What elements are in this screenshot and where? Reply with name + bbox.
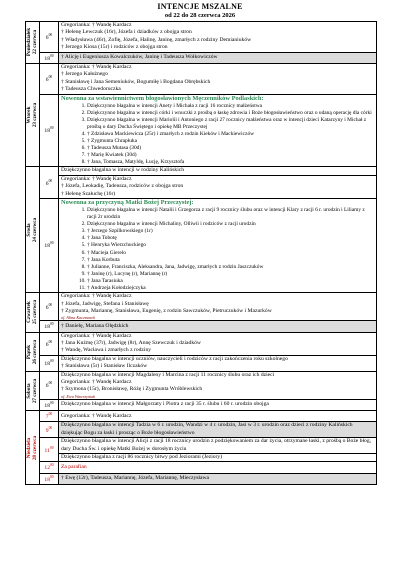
time-cell: $9^{00}$: [40, 422, 59, 438]
intentions-cell: [59, 63, 377, 94]
day-cell-saturday: [26, 371, 40, 410]
list-item: 2. Dziękczynno błagalna w intencji córki i wnuczki z prośbą o łaskę zdrowia i Boże błogosławieństwo oraz o udaną operację dla córki: [87, 110, 374, 117]
sunday-row-11: [26, 438, 377, 454]
page-title: INTENCJE MSZALNE: [157, 2, 243, 11]
intention: † Zygmunta, Mariannę, Stanisława, Eugenię, z rodzin Sawczuków, Pietruczuków i Mazurków: [61, 307, 272, 314]
intentions-cell: [59, 399, 377, 410]
list-item: 4. † Jana Tobotę: [87, 235, 374, 242]
day-name: Wtorek: [25, 106, 32, 124]
intentions-cell: [59, 167, 377, 175]
intention: Dziękczynno błagalna w intencji Alicji z racji 18 rocznicy urodzin z podziękowaniem za dar życia, otrzymane łaski, z prośbą o Boże błog, dary Ducha Św. i opiekę Matki Bożej w dorosłym życiu: [61, 438, 372, 452]
time-cell: $18^{00}$: [40, 52, 59, 63]
time-cell: $11^{00}$: [40, 438, 59, 462]
list-item: 6. † Tadeusza Mutasa (30d): [87, 145, 374, 152]
intention: † Józefa, Leokadię, Tadeusza, rodziców z obojga stron: [61, 183, 184, 190]
time-cell: $12^{00}$: [40, 462, 59, 473]
day-date: 27 czerwca: [31, 378, 38, 404]
intentions-cell: [59, 94, 377, 167]
day-cell-wednesday: [26, 167, 40, 293]
list-item: 6. † Macieja Gierelo: [87, 250, 374, 257]
intentions-cell: [59, 321, 377, 332]
saturday-row-18: [26, 399, 377, 410]
page-subtitle: od 22 do 28 czerwca 2026: [164, 12, 236, 19]
intention: Dziękczynno błagalna w intencji Tadzia w 6 r. urodzin, Wandzi w 4 r. urodzin, Jasi w 3 r. urodzin oraz dzieci z rodziny Kalińskich dziękując Bogu za łaski i prosząc o Boże błogosławieństwo: [61, 422, 353, 436]
intentions-cell: [59, 22, 377, 53]
intentions-cell: [59, 462, 377, 473]
novena-list: [61, 103, 374, 167]
time-cell: $6^{00}$: [40, 332, 59, 355]
list-item: 1. Dziękczynno błagalna w intencji Anety i Michała z racji 16 rocznicy małżeństwa: [87, 103, 374, 110]
intention: Gregorianka: † Wandę Kardacz: [61, 22, 132, 28]
time-cell: $6^{00}$: [40, 167, 59, 199]
list-item: 11. † Andrzeja Kołodziejczyka: [87, 285, 374, 292]
day-name: Sobota: [25, 383, 32, 399]
intentions-cell: [59, 473, 377, 484]
intentions-cell: [59, 198, 377, 292]
day-date: 22 czerwca: [31, 30, 38, 55]
intention: Za parafian: [61, 463, 87, 470]
novena-list: [61, 207, 374, 292]
list-item: 1. Dziękczynno błagalna w intencji Natalii i Grzegorza z racji 9 rocznicy ślubu oraz w intencji Klary z racji 6 r. urodzin i Liliamy z racji 2r urodzin: [87, 207, 374, 221]
intention: † Tadeusza Chwedoruczka: [61, 86, 121, 93]
day-name: Piątek: [25, 344, 32, 359]
time-cell: $7^{00}$: [40, 411, 59, 422]
time-cell: $6^{00}$: [40, 371, 59, 399]
intentions-cell: [59, 411, 377, 422]
intention: Gregorianka: † Wandę Kardacz: [61, 379, 132, 386]
sunday-row-9: [26, 422, 377, 438]
day-cell-sunday: [26, 411, 40, 485]
wednesday-row-6: [26, 175, 377, 198]
intention: Dziękczynno błagalna z racji 86 rocznicy bitwy pod Jeziorami (Jeziory): [61, 454, 223, 460]
thursday-row-6: [26, 293, 377, 321]
day-date: 26 czerwca: [31, 339, 38, 364]
intention: Dziękczynno błagalna w intencji w rodziny Kalińskich: [61, 167, 185, 174]
day-name: Środa: [25, 223, 32, 237]
tuesday-row-6: [26, 63, 377, 94]
intention: † Jerzego Kałużnego: [61, 71, 108, 78]
list-item: 9. † Janinę (r), Lucynę (r), Mariannę (r): [87, 271, 374, 278]
intention: † Stanisławę i Jana Semeniuków, Bogumiłę i Bogdana Obrębskich: [61, 78, 211, 85]
time-cell: $18^{00}$: [40, 94, 59, 167]
page-header: [0, 2, 400, 20]
intention: Gregorianka: † Wandę Kardacz: [61, 293, 132, 300]
intentions-cell: [59, 355, 377, 371]
list-item: 5. † Henryka Wierzchuckiego: [87, 242, 374, 249]
friday-row-18: [26, 355, 377, 371]
intention: † Władysława (46r), Zofię, Józefa, Halinę, Janinę, zmarłych z rodziny Demianiuków: [61, 36, 252, 43]
intention: † Helenę Szałuchę (16r): [61, 190, 116, 197]
schedule-table: [25, 21, 377, 485]
list-item: 8. † Julianne, Franciszka, Aleksandra, Jana, Jadwigę, zmarłych z rodzin Jaszczuków: [87, 264, 374, 271]
intentions-cell: [59, 52, 377, 63]
list-item: 2. Dziękczynno błagalna w intencji Michaliny, Olliwii i rodziców z racji urodzin: [87, 221, 374, 228]
day-name: Poniedziałek: [25, 28, 32, 57]
sunday-row-7: [26, 411, 377, 422]
day-cell-thursday: [26, 293, 40, 332]
intention: Dziękczynno błagalna w intencji uczniów, nauczycieli i rodziców z racji zakończenia roku szkolnego: [61, 355, 288, 362]
signature: of. Ewa Wawrzyniak: [61, 393, 96, 399]
list-item: 3. † Jerzego Szpilkowskiego (1r): [87, 228, 374, 235]
intention: † Danielę, Mariana Olędzkich: [61, 322, 129, 329]
novena-title: Nowenna za wstawiennictwem błogosławionych Męczenników Podlaskich:: [61, 94, 264, 102]
intention: † Jana Kuźmę (37r), Jadwigę (8r), Annę Szewczuk i dziadków: [61, 340, 201, 346]
monday-row-18: [26, 52, 377, 63]
intentions-cell: [59, 371, 377, 399]
intention: † Alicję i Eugeniusza Kowalczuków, Janinę i Tadeusza Wołkowiczów: [61, 54, 218, 61]
list-item: 7. † Marię Kwiatek (30d): [87, 152, 374, 159]
intentions-cell: [59, 175, 377, 198]
intentions-cell: [59, 454, 377, 462]
intention: Dziękczynno błagalna w intencji Magdaleny i Marcina z racji 11 rocznicy ślubu oraz ich dzieci: [61, 371, 275, 378]
list-item: 7. † Jana Korbuta: [87, 257, 374, 264]
intentions-cell: [59, 422, 377, 438]
wednesday-row-pre: [26, 167, 377, 175]
friday-row-6: [26, 332, 377, 355]
thursday-row-18: [26, 321, 377, 332]
novena-title: Nowenna za przyczyną Matki Bożej Przeczystej:: [61, 198, 194, 206]
intention: † Stanisława (5r) i Stanisław Ilczaków: [61, 363, 148, 370]
day-date: 28 czerwca: [31, 435, 38, 460]
sunday-row-11b: [26, 454, 377, 462]
list-item: 4. † Zdzisława Mackiewicza (25r) i zmarłych z rodzin Kieków i Mackiewiczów: [87, 131, 374, 138]
sunday-row-18: [26, 473, 377, 484]
signature: of. Alina Kaczmarek: [61, 315, 96, 321]
time-cell: $6^{00}$: [40, 22, 59, 53]
sunday-row-12: [26, 462, 377, 473]
time-cell: $6^{00}$: [40, 293, 59, 321]
list-item: 5. † Zygmunta Chrapłuka: [87, 138, 374, 145]
intention: † Jerzego Kiosa (15r) i rodziców z obojga stron: [61, 44, 168, 51]
intention: † Helenę Lewczuk (16r), Józefa i dziadków z obojga stron: [61, 29, 192, 36]
day-name: Niedziela: [25, 437, 32, 458]
time-cell: $18^{00}$: [40, 321, 59, 332]
list-item: 3. Dziękczynno błagalna w intencji Mariolii i Antoniego z racji 27 rocznicy małżeństwa oraz w intencji dzieci Katarzyny i Michał z prośbą o dary Ducha Świętego i opiekę MB Przeczystej: [87, 117, 374, 131]
intention: Gregorianka: † Wandę Kardacz: [61, 175, 132, 182]
intention: Dziękczynno błagalna w intencji Małgorzaty i Piotra z racji 35 r. ślubu i 60 r. urodzin obojga: [61, 401, 269, 408]
time-cell: $18^{00}$: [40, 198, 59, 292]
intention: Gregorianka: † Wandę Kardacz: [61, 332, 132, 339]
intention: Gregorianka: † Wandę Kardacz: [61, 63, 132, 70]
day-cell-friday: [26, 332, 40, 371]
time-cell: $18^{00}$: [40, 399, 59, 410]
wednesday-row-18: [26, 198, 377, 292]
list-item: 8. † Jana, Tomasza, Matyldę, Łucję, Krzysztofa: [87, 159, 374, 166]
intentions-cell: [59, 332, 377, 355]
monday-row-6: [26, 22, 377, 53]
list-item: 10. † Jana Tarasiuka: [87, 278, 374, 285]
day-date: 24 czerwca: [31, 217, 38, 242]
day-name: Czwartek: [25, 301, 32, 324]
time-cell: $18^{00}$: [40, 473, 59, 484]
day-cell-monday: [26, 22, 40, 64]
saturday-row-6: [26, 371, 377, 399]
intention: † Ewę (12r), Tadeusza, Mariannę, Józefa, Mariannę, Mieczysława: [61, 475, 209, 482]
intentions-cell: [59, 293, 377, 321]
intention: † Józefa, Jadwigę, Stefana i Stanisławę: [61, 300, 149, 307]
intentions-cell: [59, 438, 377, 454]
day-cell-tuesday: [26, 63, 40, 166]
day-date: 23 czerwca: [31, 102, 38, 128]
intention: Gregorianka: † Wandę Kardacz: [61, 412, 132, 419]
tuesday-row-18: [26, 94, 377, 167]
intention: † Szymona (15r), Bronisławę, Różę i Zygmunta Wróblewskich: [61, 386, 203, 393]
time-cell: $6^{00}$: [40, 63, 59, 94]
day-date: 25 czerwca: [31, 300, 38, 325]
intention: † Wandę, Wacława i zmarłych z rodziny: [61, 347, 152, 354]
time-cell: $18^{00}$: [40, 355, 59, 371]
